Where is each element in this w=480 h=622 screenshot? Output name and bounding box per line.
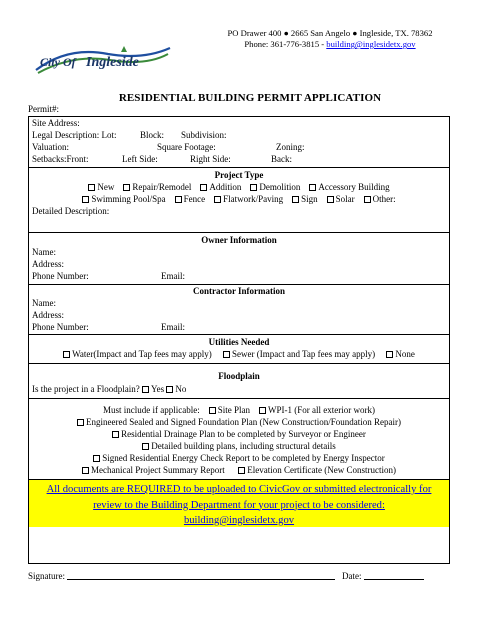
drainage-label: Residential Drainage Plan to be completed by Surveyor or Engineer — [121, 429, 366, 439]
repair-remodel-checkbox[interactable] — [123, 184, 130, 191]
engineered-row — [29, 417, 449, 428]
detailed-plans-label: Detailed building plans, including structural details — [151, 441, 336, 451]
header-contact — [200, 39, 460, 50]
header-email-link[interactable]: building@inglesidetx.gov — [326, 39, 416, 49]
site-plan-checkbox[interactable] — [209, 407, 216, 414]
header-address: PO Drawer 400 ● 2665 San Angelo ● Ingleside, TX. 78362 — [227, 28, 433, 38]
logo-name-text: Ingleside — [86, 55, 139, 70]
energy-checkbox[interactable] — [93, 455, 100, 462]
contractor-name-label: Name: — [32, 298, 56, 308]
water-label: Water(Impact and Tap fees may apply) — [72, 349, 212, 359]
block-label: Block: — [140, 130, 164, 140]
demolition-checkbox[interactable] — [250, 184, 257, 191]
permit-label: Permit#: — [28, 104, 59, 114]
legal-description-label: Legal Description: Lot: — [32, 130, 117, 140]
swimming-pool-label: Swimming Pool/Spa — [91, 194, 166, 204]
owner-address-label: Address: — [32, 259, 64, 269]
detailed-plans-checkbox[interactable] — [142, 443, 149, 450]
header-phone: Phone: 361-776-3815 - — [244, 39, 327, 49]
other-label: Other: — [372, 194, 396, 204]
detailed-plans-row — [29, 441, 449, 452]
square-footage-label: Square Footage: — [157, 142, 216, 152]
flatwork-paving-label: Flatwork/Paving — [223, 194, 284, 204]
sign-label: Sign — [301, 194, 318, 204]
sign-checkbox[interactable] — [292, 196, 299, 203]
valuation-label: Valuation: — [32, 142, 69, 152]
fence-checkbox[interactable] — [175, 196, 182, 203]
fence-label: Fence — [183, 194, 206, 204]
floodplain-yes-checkbox[interactable] — [142, 386, 149, 393]
floodplain-heading: Floodplain — [218, 371, 260, 381]
utilities-row — [29, 349, 449, 360]
flatwork-paving-checkbox[interactable] — [214, 196, 221, 203]
addition-label: Addition — [209, 182, 242, 192]
notice-email-link[interactable]: building@inglesidetx.gov — [183, 515, 295, 526]
requirements-intro-row — [29, 405, 449, 416]
engineered-label: Engineered Sealed and Signed Foundation Plan (New Construction/Foundation Repair) — [86, 417, 401, 427]
contractor-heading: Contractor Information — [192, 286, 286, 296]
other-checkbox[interactable] — [364, 196, 371, 203]
sewer-label: Sewer (Impact and Tap fees may apply) — [232, 349, 376, 359]
repair-remodel-label: Repair/Remodel — [132, 182, 192, 192]
application-form — [28, 116, 450, 564]
owner-heading: Owner Information — [201, 235, 277, 245]
owner-phone-label: Phone Number: — [32, 271, 89, 281]
site-plan-label: Site Plan — [217, 405, 251, 415]
project-type-row2 — [29, 194, 449, 205]
logo-city-text: City Of — [40, 55, 76, 69]
new-label: New — [97, 182, 115, 192]
left-side-label: Left Side: — [122, 154, 158, 164]
elevation-label: Elevation Certificate (New Construction) — [247, 465, 396, 475]
back-label: Back: — [271, 154, 292, 164]
setbacks-front-label: Setbacks:Front: — [32, 154, 89, 164]
none-label: None — [395, 349, 415, 359]
drainage-checkbox[interactable] — [112, 431, 119, 438]
accessory-building-label: Accessory Building — [318, 182, 390, 192]
signature-row — [28, 571, 424, 581]
swimming-pool-checkbox[interactable] — [82, 196, 89, 203]
site-address-label: Site Address: — [32, 118, 80, 128]
contractor-email-label: Email: — [161, 322, 185, 332]
signature-line[interactable] — [67, 579, 335, 580]
contractor-address-label: Address: — [32, 310, 64, 320]
energy-row — [29, 453, 449, 464]
new-checkbox[interactable] — [88, 184, 95, 191]
date-label: Date: — [342, 571, 362, 581]
requirements-intro: Must include if applicable: — [103, 405, 200, 415]
right-side-label: Right Side: — [190, 154, 231, 164]
mechanical-checkbox[interactable] — [82, 467, 89, 474]
energy-label: Signed Residential Energy Check Report to be completed by Energy Inspector — [102, 453, 385, 463]
zoning-label: Zoning: — [276, 142, 305, 152]
detailed-description-label: Detailed Description: — [32, 206, 110, 216]
mechanical-row — [29, 465, 449, 476]
none-checkbox[interactable] — [386, 351, 393, 358]
utilities-heading: Utilities Needed — [208, 337, 270, 347]
owner-name-label: Name: — [32, 247, 56, 257]
floodplain-question: Is the project in a Floodplain? — [32, 384, 140, 394]
floodplain-yes-label: Yes — [150, 384, 165, 394]
water-checkbox[interactable] — [63, 351, 70, 358]
owner-email-label: Email: — [161, 271, 185, 281]
submission-notice — [29, 479, 449, 527]
project-type-row1 — [29, 182, 449, 193]
signature-label: Signature: — [28, 571, 65, 581]
sewer-checkbox[interactable] — [223, 351, 230, 358]
mechanical-label: Mechanical Project Summary Report — [91, 465, 225, 475]
solar-checkbox[interactable] — [327, 196, 334, 203]
solar-label: Solar — [335, 194, 355, 204]
wpi1-label: WPI-1 (For all exterior work) — [268, 405, 375, 415]
city-logo — [28, 40, 178, 80]
page-title: RESIDENTIAL BUILDING PERMIT APPLICATION — [118, 92, 382, 104]
elevation-checkbox[interactable] — [238, 467, 245, 474]
floodplain-no-checkbox[interactable] — [166, 386, 173, 393]
accessory-building-checkbox[interactable] — [309, 184, 316, 191]
notice-line2: review to the Building Department for your project to be considered: — [93, 499, 385, 511]
demolition-label: Demolition — [259, 182, 301, 192]
wpi1-checkbox[interactable] — [259, 407, 266, 414]
engineered-checkbox[interactable] — [77, 419, 84, 426]
date-line[interactable] — [364, 579, 424, 580]
addition-checkbox[interactable] — [200, 184, 207, 191]
floodplain-no-label: No — [175, 384, 187, 394]
project-type-heading: Project Type — [214, 170, 264, 180]
subdivision-label: Subdivision: — [181, 130, 227, 140]
floodplain-question-row — [32, 384, 186, 395]
contractor-phone-label: Phone Number: — [32, 322, 89, 332]
notice-line1: All documents are REQUIRED to be uploaded to CivicGov or submitted electronically for — [46, 484, 432, 495]
drainage-row — [29, 429, 449, 440]
